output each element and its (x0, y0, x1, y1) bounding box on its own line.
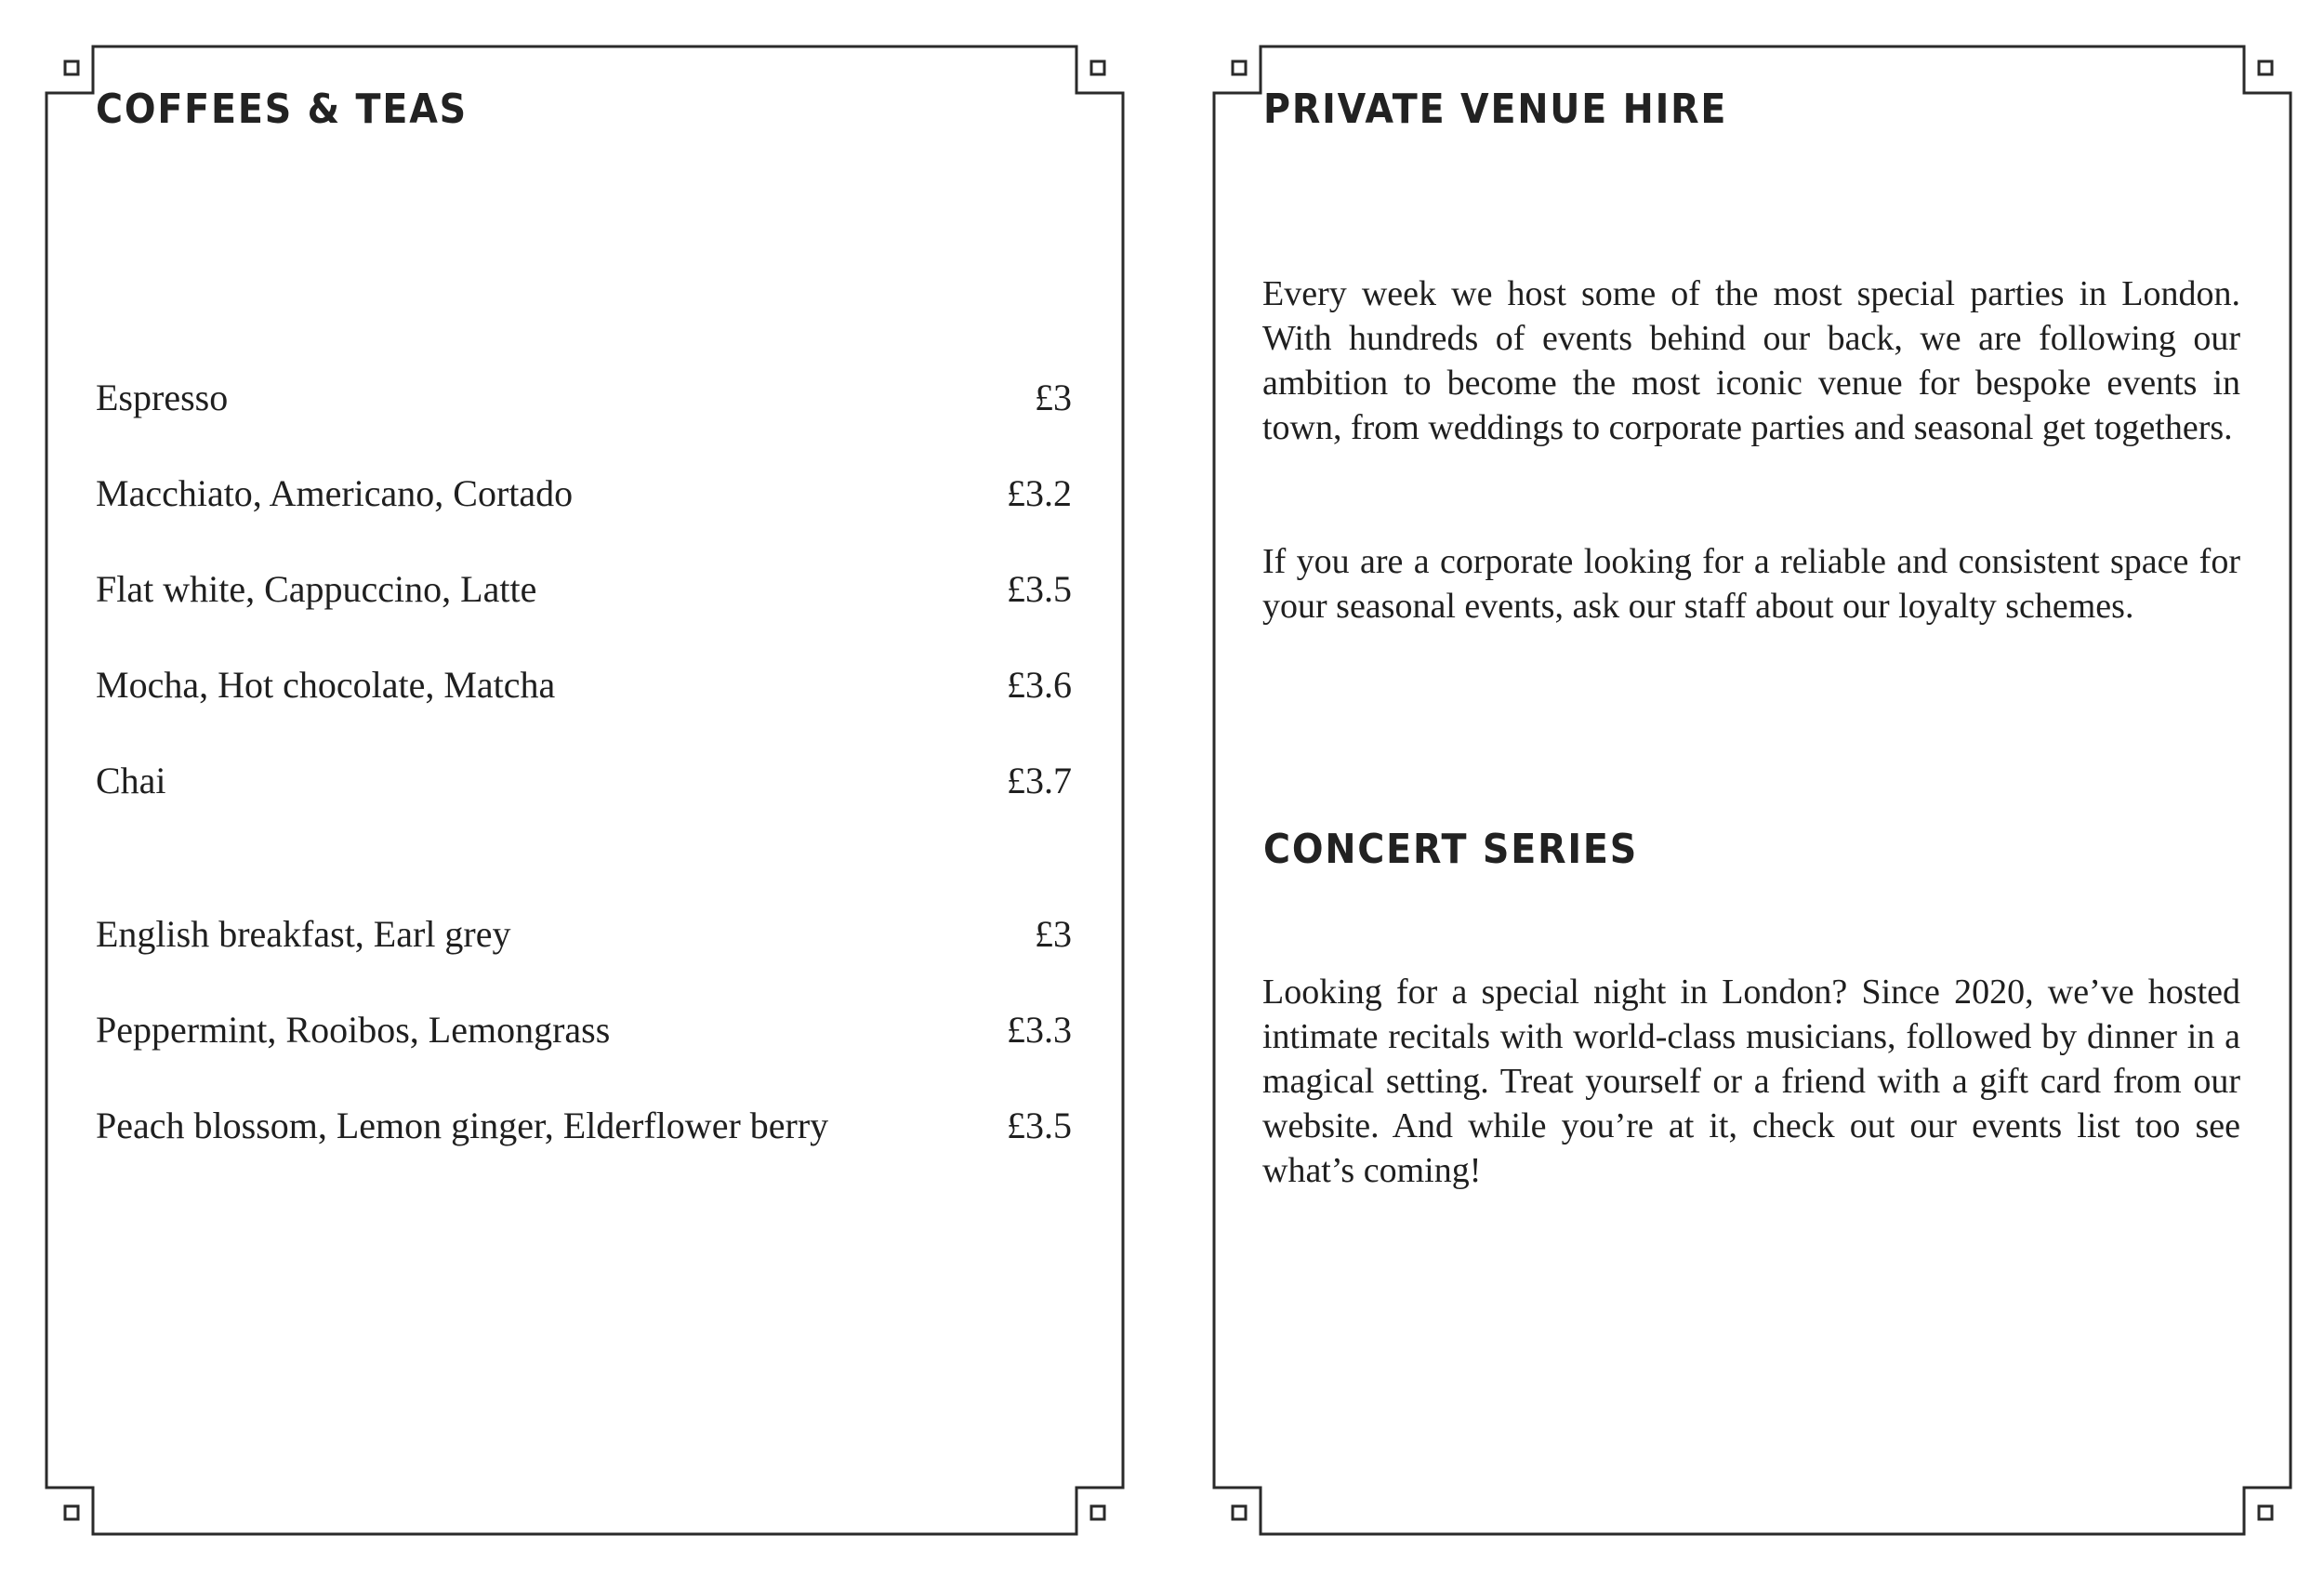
menu-item (96, 1107, 1072, 1203)
menu-item (96, 472, 1072, 571)
item-name: Macchiato, Americano, Cortado (96, 472, 574, 514)
item-price: £3 (1035, 913, 1072, 955)
item-name: Flat white, Cappuccino, Latte (96, 568, 537, 610)
private-venue-hire-heading: PRIVATE VENUE HIRE (1263, 86, 1728, 133)
venue-paragraph: Every week we host some of the most special parties in London. With hundreds of events behind our back, we are following our ambition to become the most iconic venue for bespoke events in town, from weddings to corporate parties and seasonal get togethers. (1262, 274, 2240, 447)
menu-item (96, 664, 1072, 762)
item-price: £3.5 (1007, 568, 1072, 610)
concert-paragraph: Looking for a special night in London? Since 2020, we’ve hosted intimate recitals with world-class musicians, followed by dinner in a magical setting. Treat yourself or a friend with a gift card from our website. And while you’re at it, check out our events list too see what’s coming! (1262, 973, 2240, 1190)
coffee-list (96, 379, 1072, 858)
menu-item (96, 1009, 1072, 1107)
menu-item (96, 913, 1072, 1012)
item-name: Mocha, Hot chocolate, Matcha (96, 664, 556, 706)
tea-list (96, 913, 1072, 1203)
menu-item (96, 762, 1072, 858)
venue-paragraph: If you are a corporate looking for a reliable and consistent space for your seasonal events, ask our staff about our loyalty schemes. (1262, 542, 2240, 626)
item-name: Espresso (96, 377, 229, 418)
item-price: £3.6 (1007, 664, 1072, 706)
coffees-teas-heading: COFFEES & TEAS (96, 86, 468, 133)
ornamental-frame (1214, 46, 2291, 1534)
coffees-teas-panel (46, 46, 1123, 1534)
item-price: £3 (1035, 377, 1072, 418)
item-price: £3.7 (1007, 760, 1072, 801)
item-price: £3.5 (1007, 1105, 1072, 1146)
item-price: £3.3 (1007, 1009, 1072, 1051)
item-price: £3.2 (1007, 472, 1072, 514)
menu-item (96, 568, 1072, 667)
item-name: Chai (96, 760, 166, 801)
item-name: Peach blossom, Lemon ginger, Elderflower berry (96, 1105, 829, 1146)
concert-series-heading: CONCERT SERIES (1263, 826, 1639, 873)
venue-concert-panel (1214, 46, 2291, 1534)
item-name: English breakfast, Earl grey (96, 913, 511, 955)
item-name: Peppermint, Rooibos, Lemongrass (96, 1009, 611, 1051)
menu-item (96, 379, 1072, 475)
